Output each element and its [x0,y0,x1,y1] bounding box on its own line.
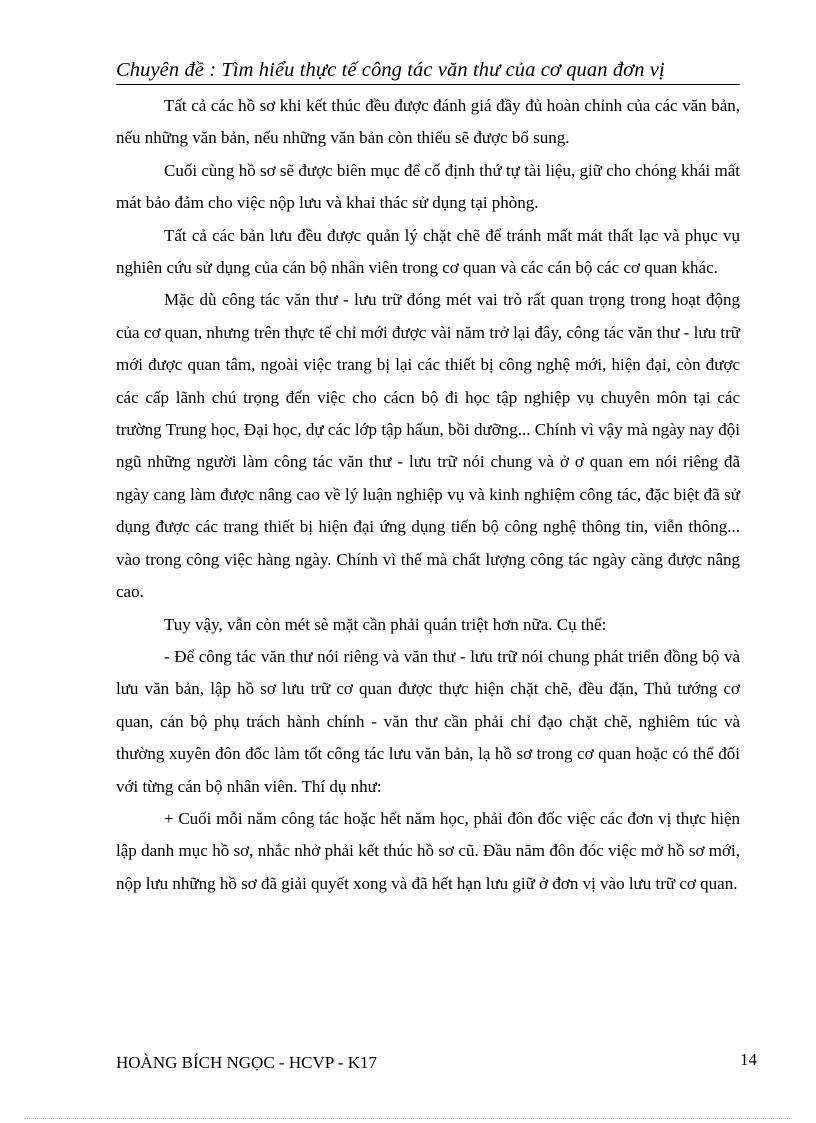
running-header: Chuyên đề : Tìm hiểu thực tế công tác văn thư của cơ quan đơn vị [116,56,740,85]
footer-author: HOÀNG BÍCH NGỌC - HCVP - K17 [116,1053,377,1072]
page-number: 14 [740,1050,757,1069]
paragraph-2: Cuối cùng hồ sơ sẽ được biên mục để cố định thứ tự tài liệu, giữ cho chóng khái mất mát bảo đảm cho việc nộp lưu và khai thác sử dụng tại phòng. [116,160,740,213]
paragraph-3: Tất cả các bản lưu đều được quản lý chặt chẽ để tránh mất mát thất lạc và phục vụ nghiên cứu sử dụng của cán bộ nhân viên trong cơ quan và các cán bộ các cơ quan khác. [116,225,740,278]
document-body [116,90,740,900]
paragraph-1: Tất cả các hồ sơ khi kết thúc đều được đánh giá đầy đủ hoàn chỉnh của các văn bản, nếu những văn bản, nếu những văn bản còn thiếu sẽ được bổ sung. [116,96,740,148]
paragraph-5: Tuy vậy, vẫn còn mét sè mặt cần phải quán triệt hơn nữa. Cụ thể: [164,614,607,634]
page-bottom-divider [24,1118,792,1119]
paragraph-6: - Để công tác văn thư nói riêng và văn thư - lưu trữ nói chung phát triển đồng bộ và lưu văn bản, lập hồ sơ lưu trữ cơ quan được thực hiện chặt chẽ, đều đặn, Thủ tướng cơ quan, cán bộ phụ trách hành chính - văn thư cần phải chỉ đạo chặt chẽ, nghiêm túc và thường xuyên đôn đốc làm tốt công tác lưu văn bản, lạ hồ sơ trong cơ quan hoặc có thể đối với từng cán bộ nhân viên. Thí dụ như: [116,646,740,796]
paragraph-7: + Cuối mỗi năm công tác hoặc hết năm học, phải đôn đốc việc các đơn vị thực hiện lập danh mục hồ sơ, nhắc nhở phải kết thúc hồ sơ cũ. Đầu năm đôn đóc việc mở hồ sơ mới, nộp lưu những hồ sơ đã giải quyết xong và đã hết hạn lưu giữ ở đơn vị vào lưu trữ cơ quan. [116,808,740,893]
paragraph-4: Mặc dù công tác văn thư - lưu trữ đóng mét vai trò rất quan trọng trong hoạt động của cơ quan, nhưng trên thực tế chỉ mới được vài năm trở lại đây, công tác văn thư - lưu trữ mới được quan tâm, ngoài việc trang bị lại các thiết bị công nghệ mới, hiện đại, còn được các cấp lãnh chú trọng đến việc cho cácn bộ đi học tập nghiệp vụ chuyên môn tại các trường Trung học, Đại học, dự các lớp tập hấun, bồi dưỡng... Chính vì vậy mà ngày nay đội ngũ những người làm công tác văn thư - lưu trữ nói chung và ở ơ quan em nói riêng đã ngày cang làm được nâng cao về lý luận nghiệp vụ và kinh nghiệm công tác, đặc biệt đã sử dụng được các trang thiết bị hiện đại ứng dụng tiến bộ công nghệ thông tin, viễn thông... vào trong công việc hàng ngày. Chính vì thế mà chất lượng công tác ngày càng được nâng cao. [116,290,740,602]
